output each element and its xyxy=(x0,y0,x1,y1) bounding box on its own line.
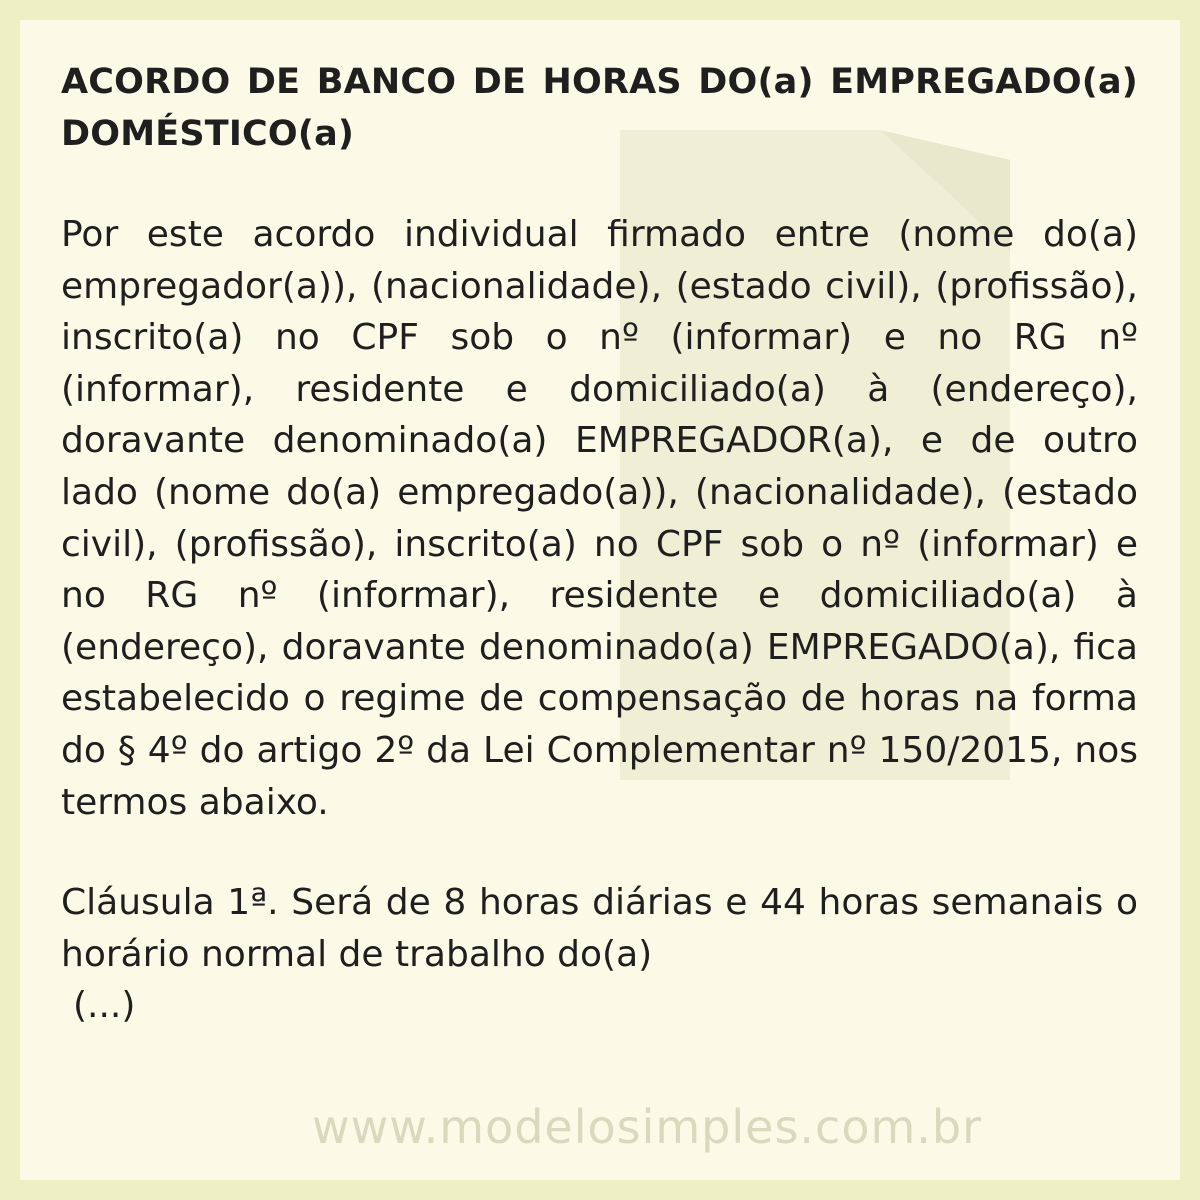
spacer xyxy=(61,160,1138,209)
website-watermark: www.modelosimples.com.br xyxy=(311,1100,983,1154)
spacer xyxy=(61,828,1138,877)
document-body xyxy=(61,56,1138,1032)
continuation-ellipsis: (...) xyxy=(73,985,136,1027)
document-title: ACORDO DE BANCO DE HORAS DO(a) EMPREGADO(a) DOMÉSTICO(a) xyxy=(61,62,1138,154)
paragraph-clause-1: Cláusula 1ª. Será de 8 horas diárias e 44 horas semanais o horário normal de trabalho do(a) xyxy=(61,882,1138,975)
paragraph-intro: Por este acordo individual firmado entre (nome do(a) empregador(a)), (nacionalidade), (estado civil), (profissão), inscrito(a) no CPF sob o nº (informar) e no RG nº (informar), residente e domiciliado(a) à (endereço), doravante denominado(a) EMPREGADOR(a), e de outro lado (nome do(a) empregado(a)), (nacionalidade), (estado civil), (profissão), inscrito(a) no CPF sob o nº (informar) e no RG nº (informar), residente e domiciliado(a) à (endereço), doravante denominado(a) EMPREGADO(a), fica estabelecido o regime de compensação de horas na forma do § 4º do artigo 2º da Lei Complementar nº 150/2015, nos termos abaixo. xyxy=(61,214,1138,823)
document-page xyxy=(20,20,1180,1180)
